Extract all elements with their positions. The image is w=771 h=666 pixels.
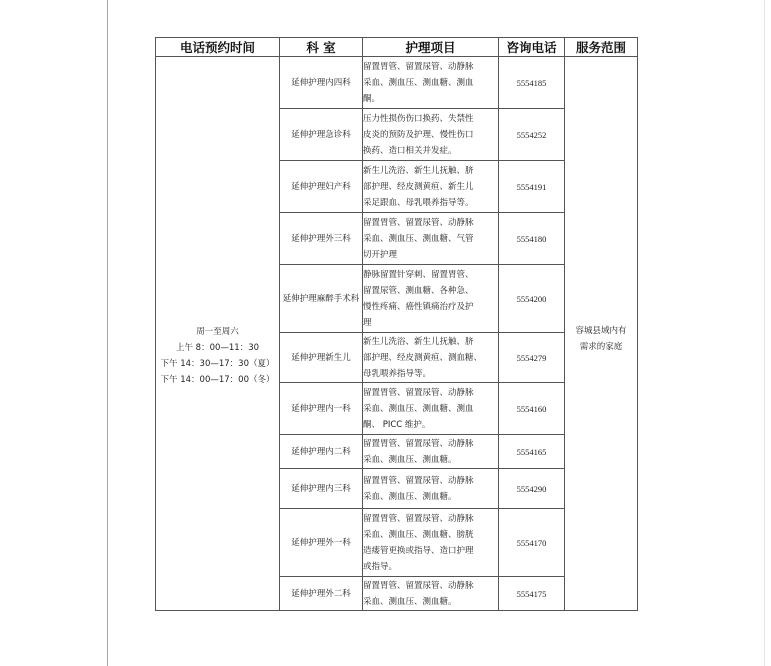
nursing-item-line: 皮炎的预防及护理、慢性伤口 [363, 129, 474, 140]
department-cell: 延伸护理内四科 [280, 57, 363, 109]
nursing-item-line: 留置尿管、测血糖、各种急、 [363, 285, 474, 296]
nursing-item-line: 慢性疼痛、癌性镇痛治疗及护 [363, 301, 474, 312]
scope-line2: 需求的家庭 [579, 341, 623, 352]
appointment-table [155, 37, 638, 611]
nursing-item-line: 切开护理 [363, 249, 398, 260]
nursing-item-line: 或指导。 [363, 561, 398, 572]
service-scope-cell [565, 57, 638, 611]
nursing-item-line: 部护理、经皮测黄疸、测血糖、 [363, 352, 483, 363]
nursing-items-cell [363, 435, 499, 469]
header-items: 护理项目 [363, 38, 499, 57]
header-scope: 服务范围 [565, 38, 638, 57]
nursing-item-line: 理 [363, 317, 372, 328]
department-cell: 延伸护理外一科 [280, 509, 363, 577]
page-margin-line [107, 0, 108, 666]
nursing-item-line: 留置胃管、留置尿管、动静脉 [363, 217, 474, 228]
department-cell: 延伸护理内一科 [280, 383, 363, 435]
nursing-item-line: 换药、造口相关并发症。 [363, 145, 457, 156]
table-row [156, 57, 638, 109]
phone-cell: 5554160 [499, 383, 565, 435]
nursing-item-line: 静脉留置针穿刺、留置胃管、 [363, 269, 474, 280]
nursing-items-cell [363, 161, 499, 213]
phone-cell: 5554252 [499, 109, 565, 161]
phone-cell: 5554175 [499, 577, 565, 611]
nursing-items-cell [363, 469, 499, 509]
phone-cell: 5554185 [499, 57, 565, 109]
header-time: 电话预约时间 [156, 38, 280, 57]
nursing-items-cell [363, 383, 499, 435]
phone-cell: 5554290 [499, 469, 565, 509]
department-cell: 延伸护理急诊科 [280, 109, 363, 161]
nursing-item-line: 采血、测血压、测血糖、膀胱 [363, 529, 474, 540]
nursing-item-line: 部护理、经皮测黄疸、新生儿 [363, 181, 474, 192]
nursing-item-line: 采足跟血、母乳喂养指导等。 [363, 197, 474, 208]
nursing-item-line: 采血、测血压、测血糖。 [363, 596, 457, 607]
nursing-item-line: 新生儿洗浴、新生儿抚触、脐 [363, 336, 474, 347]
time-line-days: 周一至周六 [196, 326, 239, 337]
nursing-items-cell [363, 213, 499, 265]
department-cell: 延伸护理妇产科 [280, 161, 363, 213]
nursing-item-line: 留置胃管、留置尿管、动静脉 [363, 580, 474, 591]
nursing-items-cell [363, 57, 499, 109]
time-line-pm-winter: 下午 14：00—17：00（冬） [160, 374, 275, 385]
department-cell: 延伸护理内二科 [280, 435, 363, 469]
phone-cell: 5554191 [499, 161, 565, 213]
nursing-items-cell [363, 577, 499, 611]
department-cell: 延伸护理内三科 [280, 469, 363, 509]
nursing-item-line: 留置胃管、留置尿管、动静脉 [363, 61, 474, 72]
nursing-item-line: 留置胃管、留置尿管、动静脉 [363, 438, 474, 449]
nursing-item-line: 留置胃管、留置尿管、动静脉 [363, 475, 474, 486]
department-cell: 延伸护理外二科 [280, 577, 363, 611]
nursing-item-line: 留置胃管、留置尿管、动静脉 [363, 387, 474, 398]
department-cell: 延伸护理外三科 [280, 213, 363, 265]
header-phone: 咨询电话 [499, 38, 565, 57]
nursing-item-line: 酮。 [363, 93, 381, 104]
nursing-item-line: 酮、 PICC 维护。 [363, 419, 431, 430]
nursing-item-line: 造瘘管更换或指导、造口护理 [363, 545, 474, 556]
table-header-row [156, 38, 638, 57]
phone-cell: 5554279 [499, 333, 565, 383]
phone-cell: 5554200 [499, 265, 565, 333]
nursing-item-line: 采血、测血压、测血糖、气管 [363, 233, 474, 244]
department-cell: 延伸护理麻醉手术科 [280, 265, 363, 333]
nursing-item-line: 采血、测血压、测血糖、测血 [363, 403, 474, 414]
nursing-items-cell [363, 265, 499, 333]
page-edge-line [764, 0, 765, 666]
phone-cell: 5554170 [499, 509, 565, 577]
scope-line1: 容城县域内有 [575, 325, 627, 336]
phone-cell: 5554180 [499, 213, 565, 265]
time-line-am: 上午 8：00—11：30 [175, 342, 260, 353]
nursing-items-cell [363, 109, 499, 161]
nursing-items-cell [363, 333, 499, 383]
department-cell: 延伸护理新生儿 [280, 333, 363, 383]
header-dept: 科 室 [280, 38, 363, 57]
phone-cell: 5554165 [499, 435, 565, 469]
nursing-item-line: 留置胃管、留置尿管、动静脉 [363, 513, 474, 524]
nursing-item-line: 压力性损伤伤口换药、失禁性 [363, 113, 474, 124]
time-line-pm-summer: 下午 14：30—17：30（夏） [160, 358, 275, 369]
nursing-item-line: 采血、测血压、测血糖。 [363, 454, 457, 465]
nursing-item-line: 采血、测血压、测血糖。 [363, 491, 457, 502]
nursing-item-line: 采血、测血压、测血糖、测血 [363, 77, 474, 88]
appointment-time-cell [156, 57, 280, 611]
nursing-item-line: 母乳喂养指导等。 [363, 368, 432, 379]
nursing-items-cell [363, 509, 499, 577]
nursing-item-line: 新生儿洗浴、新生儿抚触、脐 [363, 165, 474, 176]
